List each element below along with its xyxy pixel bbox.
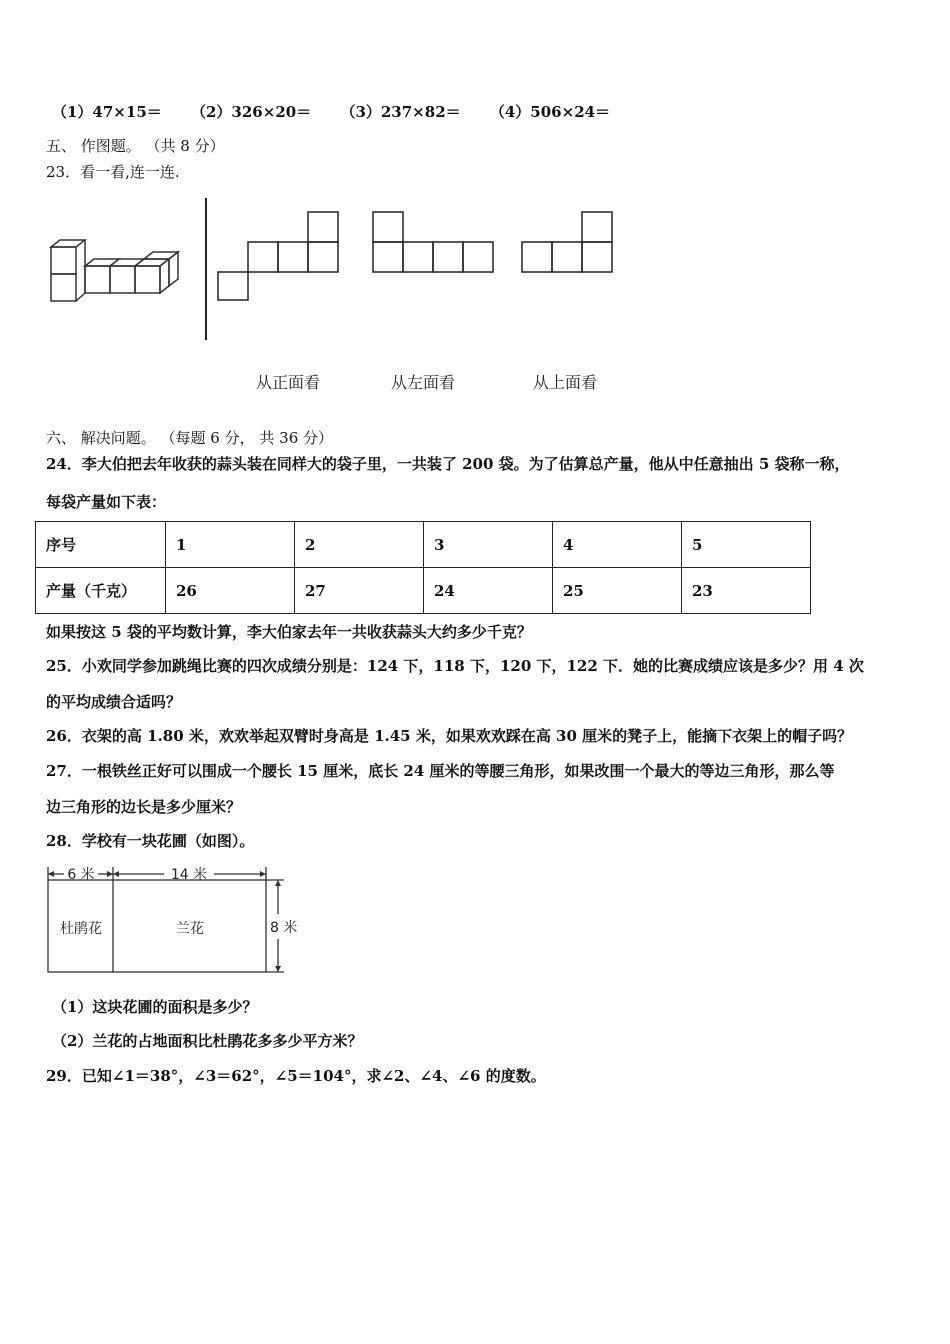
table-row [36, 568, 811, 614]
calc-item-4: （4）506×24＝ [489, 103, 611, 121]
question-25-line-2: 的平均成绩合适吗？ [46, 693, 182, 711]
garden-dim-right: 14 米 [170, 867, 208, 883]
table-cell: 27 [295, 568, 424, 614]
view-shape-2 [371, 210, 497, 274]
question-27-line-2: 边三角形的边长是多少厘米？ [46, 798, 242, 816]
table-cell: 25 [553, 568, 682, 614]
question-24-line-1: 24．李大伯把去年收获的蒜头装在同样大的袋子里，一共装了 200 袋。为了估算总产量，他从中任意抽出 5 袋称一称， [46, 455, 850, 473]
garden-dim-left: 6 米 [67, 867, 95, 883]
cube-stack-figure [40, 228, 200, 318]
garden-diagram [44, 862, 304, 977]
calculation-row [52, 102, 634, 122]
garden-dim-height: 8 米 [270, 920, 298, 936]
question-24-line-2: 每袋产量如下表： [46, 493, 167, 511]
question-29: 29．已知∠1＝38°，∠3＝62°，∠5＝104°，求∠2、∠4、∠6 的度数。 [46, 1067, 546, 1085]
view-shape-1 [216, 210, 342, 302]
question-25-line-1: 25．小欢同学参加跳绳比赛的四次成绩分别是：124 下，118 下，120 下，122 下．她的比赛成绩应该是多少？用 4 次 [46, 657, 864, 675]
table-cell: 序号 [36, 522, 166, 568]
question-24-ask: 如果按这 5 袋的平均数计算，李大伯家去年一共收获蒜头大约多少千克？ [46, 623, 532, 641]
question-28: 28．学校有一块花圃（如图）。 [46, 832, 255, 850]
calc-item-2: （2）326×20＝ [191, 103, 312, 121]
garden-region-azalea: 杜鹃花 [60, 921, 102, 937]
table-cell: 3 [424, 522, 553, 568]
view-label-front: 从正面看 [256, 373, 321, 392]
question-23: 23．看一看,连一连. [46, 163, 180, 181]
table-cell: 5 [682, 522, 811, 568]
calc-item-3: （3）237×82＝ [340, 103, 461, 121]
table-cell: 1 [166, 522, 295, 568]
table-cell: 产量（千克） [36, 568, 166, 614]
table-cell: 2 [295, 522, 424, 568]
calc-item-1: （1）47×15＝ [52, 103, 162, 121]
table-cell: 24 [424, 568, 553, 614]
view-label-left: 从左面看 [391, 373, 456, 392]
vertical-divider [203, 198, 209, 343]
table-cell: 23 [682, 568, 811, 614]
garden-region-orchid: 兰花 [176, 921, 204, 937]
question-28-sub-1: （1）这块花圃的面积是多少？ [52, 998, 258, 1016]
table-row [36, 522, 811, 568]
yield-table [35, 521, 811, 614]
question-26: 26．衣架的高 1.80 米，欢欢举起双臂时身高是 1.45 米，如果欢欢踩在高 30 厘米的凳子上，能摘下衣架上的帽子吗？ [46, 727, 853, 745]
section-6-heading: 六、 解决问题。 （每题 6 分， 共 36 分） [46, 429, 334, 447]
question-27-line-1: 27．一根铁丝正好可以围成一个腰长 15 厘米，底长 24 厘米的等腰三角形，如果改围一个最大的等边三角形，那么等 [46, 762, 835, 780]
section-5-heading: 五、 作图题。 （共 8 分） [46, 137, 225, 155]
table-cell: 26 [166, 568, 295, 614]
view-shape-3 [520, 210, 616, 274]
view-label-top: 从上面看 [533, 373, 598, 392]
question-28-sub-2: （2）兰花的占地面积比杜鹃花多多少平方米？ [52, 1032, 363, 1050]
table-cell: 4 [553, 522, 682, 568]
